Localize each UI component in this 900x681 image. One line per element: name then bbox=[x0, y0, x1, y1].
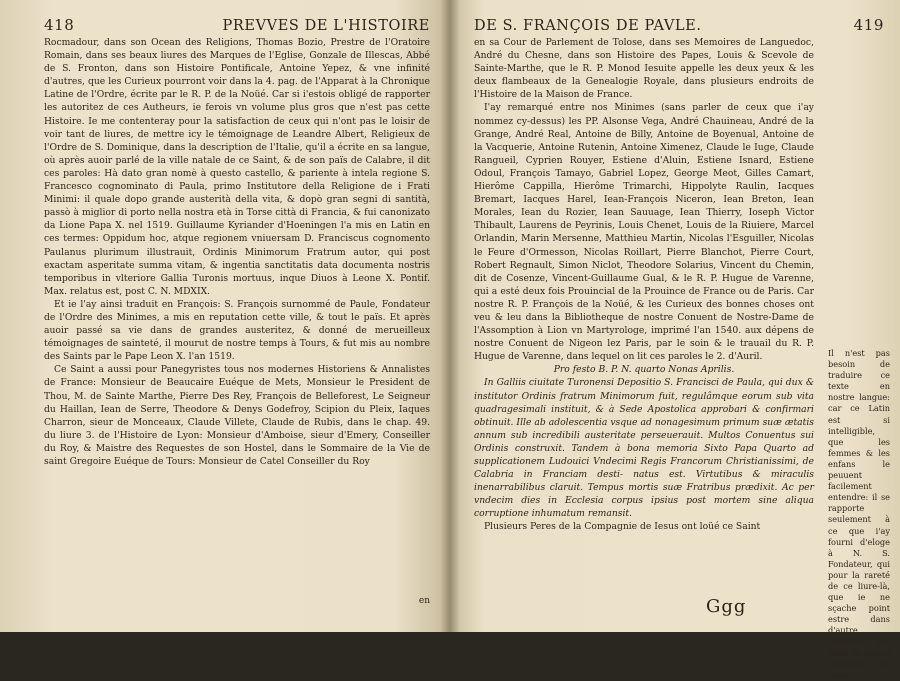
left-page bbox=[0, 0, 448, 632]
left-catchword: en bbox=[418, 596, 430, 606]
right-paragraph-4: In Galliis ciuitate Turonensi Depositio S. Francisci de Paula, qui dux & institutor Ordinis fratrum Minimorum fuit, regulâmque eorum sub vita quadragesimali instituit, & à Sede Apostolica approbari & confirmari obtinuit. Ille ab adolescentia vsque ad nonagesimum primum suæ ætatis annum sub incredibili austeritate perseuerauit. Multos Conuentus sui Ordinis construxit. Tandem à bona memoria Sixto Papa Quarto ad supplicationem Ludouici Vndecimi Regis Francorum Christianissimi, de Calabria in Franciam desti- natus est. Virtutibus & miraculis inenarrabilibus claruit. Tempus mortis suæ Fratribus prædixit. Ac per vndecim dies in Ecclesia corpus ipsius post mortem sine aliqua corruptione inhumatum remansit. bbox=[474, 377, 814, 520]
left-paragraph-1: Rocmadour, dans son Ocean des Religions, Thomas Bozio, Prestre de l'Oratoire Romain, dans ses beaux liures des Marques de l'Eglise, Gonzale de Illescas, Abbé de S. Fronton, dans son Histoire Pontificale, Antoine Yepez, & vne infinité d'autres, que les Curieux pourront voir dans la 4. pag. de l'Apparat à la Chronique Latine de l'Ordre, écrite par le R. P. de la Noüé. Car si i'estois obligé de rapporter les autoritez de ces Autheurs, ie ferois vn volume plus gros que n'est pas cette Histoire. Ie me contenteray pour la satisfaction de ceux qui n'ont pas le loisir de voir tant de liures, de mettre icy le témoignage de Leandre Albert, Religieux de l'Ordre de S. Dominique, dans la description de l'Italie, qu'il a écrite en sa langue, où après auoir parlé de la ville natale de ce Saint, & de son païs de Calabre, il dit ces paroles: Hà dato gran nomè à questo castello, & pariente à intela regione S. Francesco cognominato di Paula, primo Institutore della Religione de i Frati Minimi: il quale dopo grande austerità della vita, & dopò gran segni di santità, passò à miglior di porto nella nostra età in Torse città di Francia, & fui canonizato da Lione Papa X. nel 1519. Guillaume Kyriander d'Hoeningen l'a mis en Latin en ces termes: Oppidum hoc, atque regionem vniuersam D. Franciscus cognomento Paulanus plurimum illustrauit, Ordinis Minimorum Fratrum autor, qui post exactam asperitate summa vitam, & ingentia sanctitatis data documenta nostris temporibus in vlteriore Gallia Turonis mortuus, inque Diuos à Leone X. Pontif. Max. relatus est, post C. N. MDXIX. bbox=[44, 37, 430, 297]
right-paragraph-1: en sa Cour de Parlement de Tolose, dans ses Memoires de Languedoc, André du Chesne, dans son Histoire des Papes, Louis & Scevole de Sainte-Marthe, que le R. P. Monod Iesuite appelle les deux yeux & les deux flambeaux de la Genealogie Royale, dans plusieurs endroits de l'Histoire de la Maison de France. bbox=[474, 37, 814, 101]
right-body-text bbox=[474, 36, 814, 534]
right-paragraph-3: Pro festo B. P. N. quarto Nonas Aprilis. bbox=[553, 364, 735, 376]
right-page bbox=[448, 0, 900, 680]
right-head-title: DE S. FRANÇOIS DE PAVLE. bbox=[474, 18, 702, 34]
right-page-number: 419 bbox=[853, 16, 884, 34]
left-running-head bbox=[44, 16, 430, 34]
left-page-number: 418 bbox=[44, 16, 75, 34]
right-paragraph-2: I'ay remarqué entre nos Minimes (sans parler de ceux que i'ay nommez cy-dessus) les PP. Alsonse Vega, André Chauineau, André de la Grange, André Real, Antoine de Billy, Antoine de Boyenual, Antoine de la Vacquerie, Antoine Rutenin, Antoine Ximenez, Claude le Iuge, Claude Rangueil, Cyprien Rouyer, Estiene d'Aluin, Estiene Isnard, Estiene Odoul, François Tamayo, Gabriel Lopez, George Meot, Gilles Camart, Hierôme Cappilla, Hierôme Trimarchi, Hippolyte Raulin, Iacques Bremart, Iacques Harel, Iean-François Niceron, Iean Breton, Iean Morales, Iean du Rozier, Iean Sauuage, Iean Thierry, Ioseph Victor Thibault, Laurens de Peyrinis, Louis Chenet, Louis de la Riuiere, Marcel Orlandin, Marin Mersenne, Matthieu Martin, Nicolas l'Esguiller, Nicolas le Feure d'Ormesson, Nicolas Roillart, Pierre Blanchot, Pierre Court, Robert Regnault, Simon Niclot, Theodore Solarius, Vincent du Chemin, dit de Cosenze, Vincent-Guillaume Gual, & le R. P. Hugue de Varenne, qui a esté deux fois Prouincial de la Prouince de France ou de Paris. Car nostre R. P. François de la Noüé, & les Curieux des bonnes choses ont veu & leu dans la Bibliotheque de nostre Conuent de Nostre-Dame de l'Assomption à Lion vn Martyrologe, imprimé l'an 1540. aux dépens de nostre Conuent de Nigeon lez Paris, par le soin & le trauail du R. P. Hugue de Varenne, dans lequel on lit ces paroles le 2. d'Auril. bbox=[474, 102, 814, 363]
right-paragraph-5: Plusieurs Peres de la Compagnie de Iesus ont loüé ce Saint bbox=[484, 521, 761, 533]
margin-note: Il n'est pas besoin de traduire ce texte en nostre langue: car ce Latin est si intelligible, que les femmes & les enfans le peuuent facilement entendre: il se rapporte seulement à ce que i'ay fourni d'eloge à N. S. Fondateur, qui pour la rareté de ce liure-là, que ie ne sçache point estre dans d'autre Librairie que celle de nostre Conuent de Lyon. bbox=[828, 348, 890, 680]
left-head-title: PREVVES DE L'HISTOIRE bbox=[222, 18, 430, 34]
left-body-text bbox=[44, 36, 430, 468]
right-running-head bbox=[474, 16, 884, 34]
left-paragraph-2: Et ie l'ay ainsi traduit en François: S. François surnommé de Paule, Fondateur de l'Ordre des Minimes, a mis en reputation cette ville, & tout le païs. Et après auoir passé sa vie dans de grandes austeritez, & donné de merueilleux témoignages de sainteté, il mourut de nostre temps à Tours, & fut mis au nombre des Saints par le Pape Leon X. l'an 1519. bbox=[44, 298, 430, 363]
signature-mark: Ggg bbox=[706, 596, 747, 617]
left-paragraph-3: Ce Saint a aussi pour Panegyristes tous nos modernes Historiens & Annalistes de France: Monsieur de Beaucaire Euéque de Mets, Monsieur le President de Thou, M. de Sainte Marthe, Pierre Des Rey, François de Belleforest, Le Seigneur du Haillan, Iean de Serre, Theodore & Denys Godefroy, Scipion du Pleix, Iaques Charron, sieur de Monceaux, Claude Villete, Claude de Rubis, dans le chap. 49. du liure 3. de l'Histoire de Lyon: Monsieur d'Amboise, sieur d'Emery, Conseiller du Roy, & Maistre des Requestes de son Hostel, dans le Sommaire de la Vie de saint Gregoire Euéque de Tours: Monsieur de Catel Conseiller du Roy bbox=[44, 364, 430, 467]
